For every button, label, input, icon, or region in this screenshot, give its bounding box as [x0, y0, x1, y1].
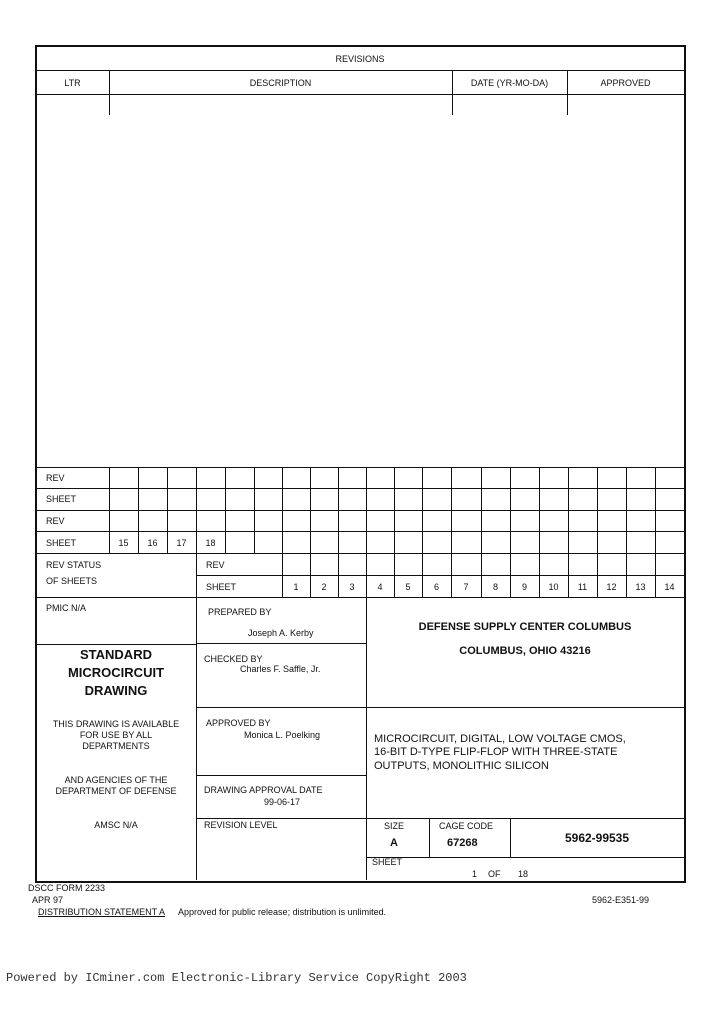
drawing-title-line-2: 16-BIT D-TYPE FLIP-FLOP WITH THREE-STATE: [374, 746, 618, 758]
sheet-number-8: 8: [492, 582, 498, 592]
drawing-title-line-3: OUTPUTS, MONOLITHIC SILICON: [374, 760, 549, 772]
sheet-number-18: 18: [205, 538, 216, 548]
form-number: DSCC FORM 2233: [28, 883, 106, 893]
date-header: DATE (YR-MO-DA): [470, 78, 549, 88]
amsc-label: AMSC N/A: [94, 820, 138, 830]
approved-header: APPROVED: [600, 78, 651, 88]
cage-code-value: 67268: [447, 837, 478, 849]
rev-row-label-2: REV: [46, 516, 65, 526]
sheet-number-12: 12: [606, 582, 617, 592]
prepared-by-name: Joseph A. Kerby: [248, 628, 314, 638]
sheet-number-14: 14: [664, 582, 675, 592]
sheet-number-6: 6: [433, 582, 439, 592]
distribution-statement-text: Approved for public release; distribution is unlimited.: [178, 907, 387, 917]
sheet-number-10: 10: [548, 582, 559, 592]
distribution-statement-label: DISTRIBUTION STATEMENT A: [38, 907, 166, 917]
checked-by-name: Charles F. Saffle, Jr.: [240, 664, 321, 674]
approved-by-name: Monica L. Poelking: [244, 730, 321, 740]
agencies-line-2: DEPARTMENT OF DEFENSE: [55, 786, 177, 796]
sheet-number-9: 9: [521, 582, 527, 592]
sheet-total: 18: [518, 869, 529, 879]
sheet-label: SHEET: [206, 582, 237, 592]
revision-level-label: REVISION LEVEL: [204, 820, 278, 830]
form-date: APR 97: [32, 895, 64, 905]
checked-by-label: CHECKED BY: [204, 654, 263, 664]
pmic-label: PMIC N/A: [46, 603, 87, 613]
rev-status-label: REV STATUS: [46, 560, 102, 570]
sheet-number-13: 13: [635, 582, 646, 592]
sheet-of: OF: [488, 869, 501, 879]
standard-line-3: DRAWING: [84, 683, 148, 698]
sheet-row-label: SHEET: [46, 494, 77, 504]
doc-code: 5962-E351-99: [592, 895, 650, 905]
standard-line-1: STANDARD: [80, 647, 152, 662]
description-header: DESCRIPTION: [249, 78, 312, 88]
standard-line-2: MICROCIRCUIT: [67, 665, 165, 680]
revisions-title: REVISIONS: [335, 54, 385, 64]
approved-by-label: APPROVED BY: [206, 718, 271, 728]
cage-code-label: CAGE CODE: [439, 821, 494, 831]
sheet-number-11: 11: [577, 582, 588, 592]
sheet-number-15: 15: [118, 538, 129, 548]
of-sheets-label: OF SHEETS: [46, 576, 98, 586]
approval-date-value: 99-06-17: [264, 797, 301, 807]
availability-line-2: FOR USE BY ALL: [79, 730, 153, 740]
footer-watermark: Powered by ICminer.com Electronic-Library Service CopyRight 2003: [6, 971, 467, 985]
sheet-number-7: 7: [463, 582, 469, 592]
ltr-header: LTR: [64, 78, 81, 88]
sheet-number-3: 3: [349, 582, 355, 592]
sheet-number-16: 16: [147, 538, 158, 548]
drawing-title-line-1: MICROCIRCUIT, DIGITAL, LOW VOLTAGE CMOS,: [374, 733, 626, 745]
sheet-number-17: 17: [176, 538, 187, 548]
prepared-by-label: PREPARED BY: [208, 607, 272, 617]
size-label: SIZE: [384, 821, 405, 831]
sheet-current: 1: [472, 869, 478, 879]
rev-label: REV: [206, 560, 225, 570]
rev-row-label: REV: [46, 473, 65, 483]
sheet-field-label: SHEET: [372, 857, 403, 867]
availability-line-1: THIS DRAWING IS AVAILABLE: [52, 719, 180, 729]
size-value: A: [390, 837, 398, 849]
sheet-number-1: 1: [293, 582, 299, 592]
agencies-line-1: AND AGENCIES OF THE: [64, 775, 168, 785]
availability-line-3: DEPARTMENTS: [82, 741, 150, 751]
approval-date-label: DRAWING APPROVAL DATE: [204, 785, 323, 795]
sheet-row-label-2: SHEET: [46, 538, 77, 548]
agency-address: COLUMBUS, OHIO 43216: [459, 645, 591, 657]
drawing-number: 5962-99535: [564, 831, 630, 845]
sheet-number-5: 5: [405, 582, 411, 592]
sheet-number-2: 2: [321, 582, 327, 592]
sheet-number-4: 4: [377, 582, 383, 592]
agency-name: DEFENSE SUPPLY CENTER COLUMBUS: [418, 621, 632, 633]
